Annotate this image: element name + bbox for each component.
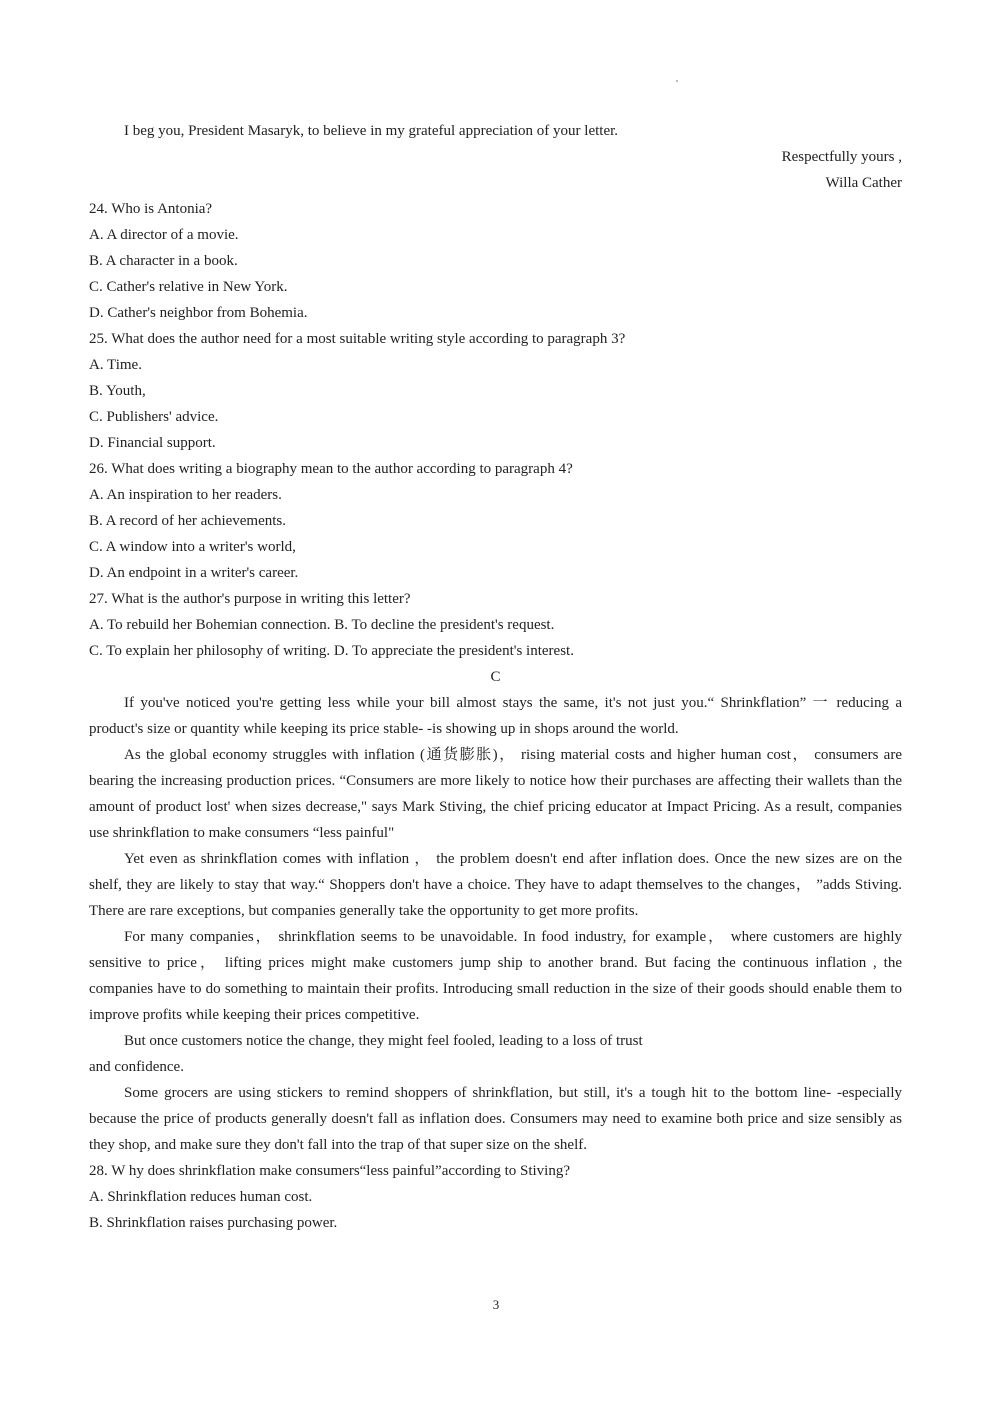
option-d: D. Cather's neighbor from Bohemia.: [89, 305, 308, 321]
letter-signoff: Respectfully yours ,: [781, 149, 902, 165]
page-number: 3: [492, 1297, 500, 1312]
option-a: A. Time.: [89, 357, 142, 373]
option-b: B. A character in a book.: [89, 253, 238, 269]
passage-paragraph-line: and confidence.: [89, 1059, 184, 1075]
passage-paragraph: Yet even as shrinkflation comes with inflation ， the problem doesn't end after inflation does. Once the new sizes are on the shelf, they are likely to stay that way.“ Shoppers don't have a choice. They have to adapt themselves to the changes， ”adds Stiving. There are rare exceptions, but companies generally take the opportunity to get more profits.: [89, 851, 902, 919]
option-b: B. A record of her achievements.: [89, 513, 287, 529]
passage-paragraph: Some grocers are using stickers to remind shoppers of shrinkflation, but still, it's a tough hit to the bottom line- -especially because the price of products generally doesn't fall as inflation does. Consumers may need to examine both price and size sensibly as they shop, and make sure they don't fall into the trap of that super size on the shelf.: [89, 1085, 902, 1153]
option-a: A. Shrinkflation reduces human cost.: [89, 1189, 313, 1205]
letter-closing-paragraph: I beg you, President Masaryk, to believe in my grateful appreciation of your letter.: [124, 123, 619, 139]
question-stem: 28. W hy does shrinkflation make consumers“less painful”according to Stiving?: [89, 1163, 571, 1179]
question-stem: 24. Who is Antonia?: [89, 201, 213, 217]
option-cd: C. To explain her philosophy of writing. D. To appreciate the president's interest.: [89, 643, 574, 659]
option-d: D. Financial support.: [89, 435, 216, 451]
option-c: C. Cather's relative in New York.: [89, 279, 288, 295]
passage-paragraph-line: But once customers notice the change, they might feel fooled, leading to a loss of trust: [124, 1033, 643, 1049]
passage-paragraph: As the global economy struggles with inflation (通货膨胀)， rising material costs and higher human cost， consumers are bearing the increasing production prices. “Consumers are more likely to notice how their purchases are affecting their wallets than the amount of product lost' when sizes decrease," says Mark Stiving, the chief pricing educator at Impact Pricing. As a result, companies use shrinkflation to make consumers “less painful": [89, 747, 902, 841]
letter-signature: Willa Cather: [825, 175, 902, 191]
question-stem: 27. What is the author's purpose in writing this letter?: [89, 591, 411, 607]
question-26: [89, 456, 902, 586]
option-b: B. Shrinkflation raises purchasing power.: [89, 1215, 338, 1231]
option-c: C. A window into a writer's world,: [89, 539, 296, 555]
question-stem: 26. What does writing a biography mean to the author according to paragraph 4?: [89, 461, 573, 477]
question-27: [89, 586, 902, 664]
question-28: [89, 1158, 902, 1236]
option-ab: A. To rebuild her Bohemian connection. B. To decline the president's request.: [89, 617, 555, 633]
option-a: A. A director of a movie.: [89, 227, 239, 243]
question-stem: 25. What does the author need for a most suitable writing style according to paragraph 3?: [89, 331, 626, 347]
stray-mark: [676, 80, 678, 82]
option-a: A. An inspiration to her readers.: [89, 487, 282, 503]
option-b: B. Youth,: [89, 383, 146, 399]
passage-paragraph: If you've noticed you're getting less while your bill almost stays the same, it's not just you.“ Shrinkflation” 一 reducing a product's size or quantity while keeping its price stable- -is showing up in shops around the world.: [89, 695, 902, 737]
section-heading: C: [490, 669, 501, 685]
question-25: [89, 326, 902, 456]
question-24: [89, 196, 902, 326]
document-page: [89, 118, 902, 1236]
option-d: D. An endpoint in a writer's career.: [89, 565, 299, 581]
passage-paragraph: For many companies， shrinkflation seems to be unavoidable. In food industry, for example， where customers are highly sensitive to price， lifting prices might make customers jump ship to another brand. But facing the continuous inflation , the companies have to do something to maintain their profits. Introducing small reduction in the size of their goods should enable them to improve profits while keeping their prices competitive.: [89, 929, 902, 1023]
option-c: C. Publishers' advice.: [89, 409, 219, 425]
